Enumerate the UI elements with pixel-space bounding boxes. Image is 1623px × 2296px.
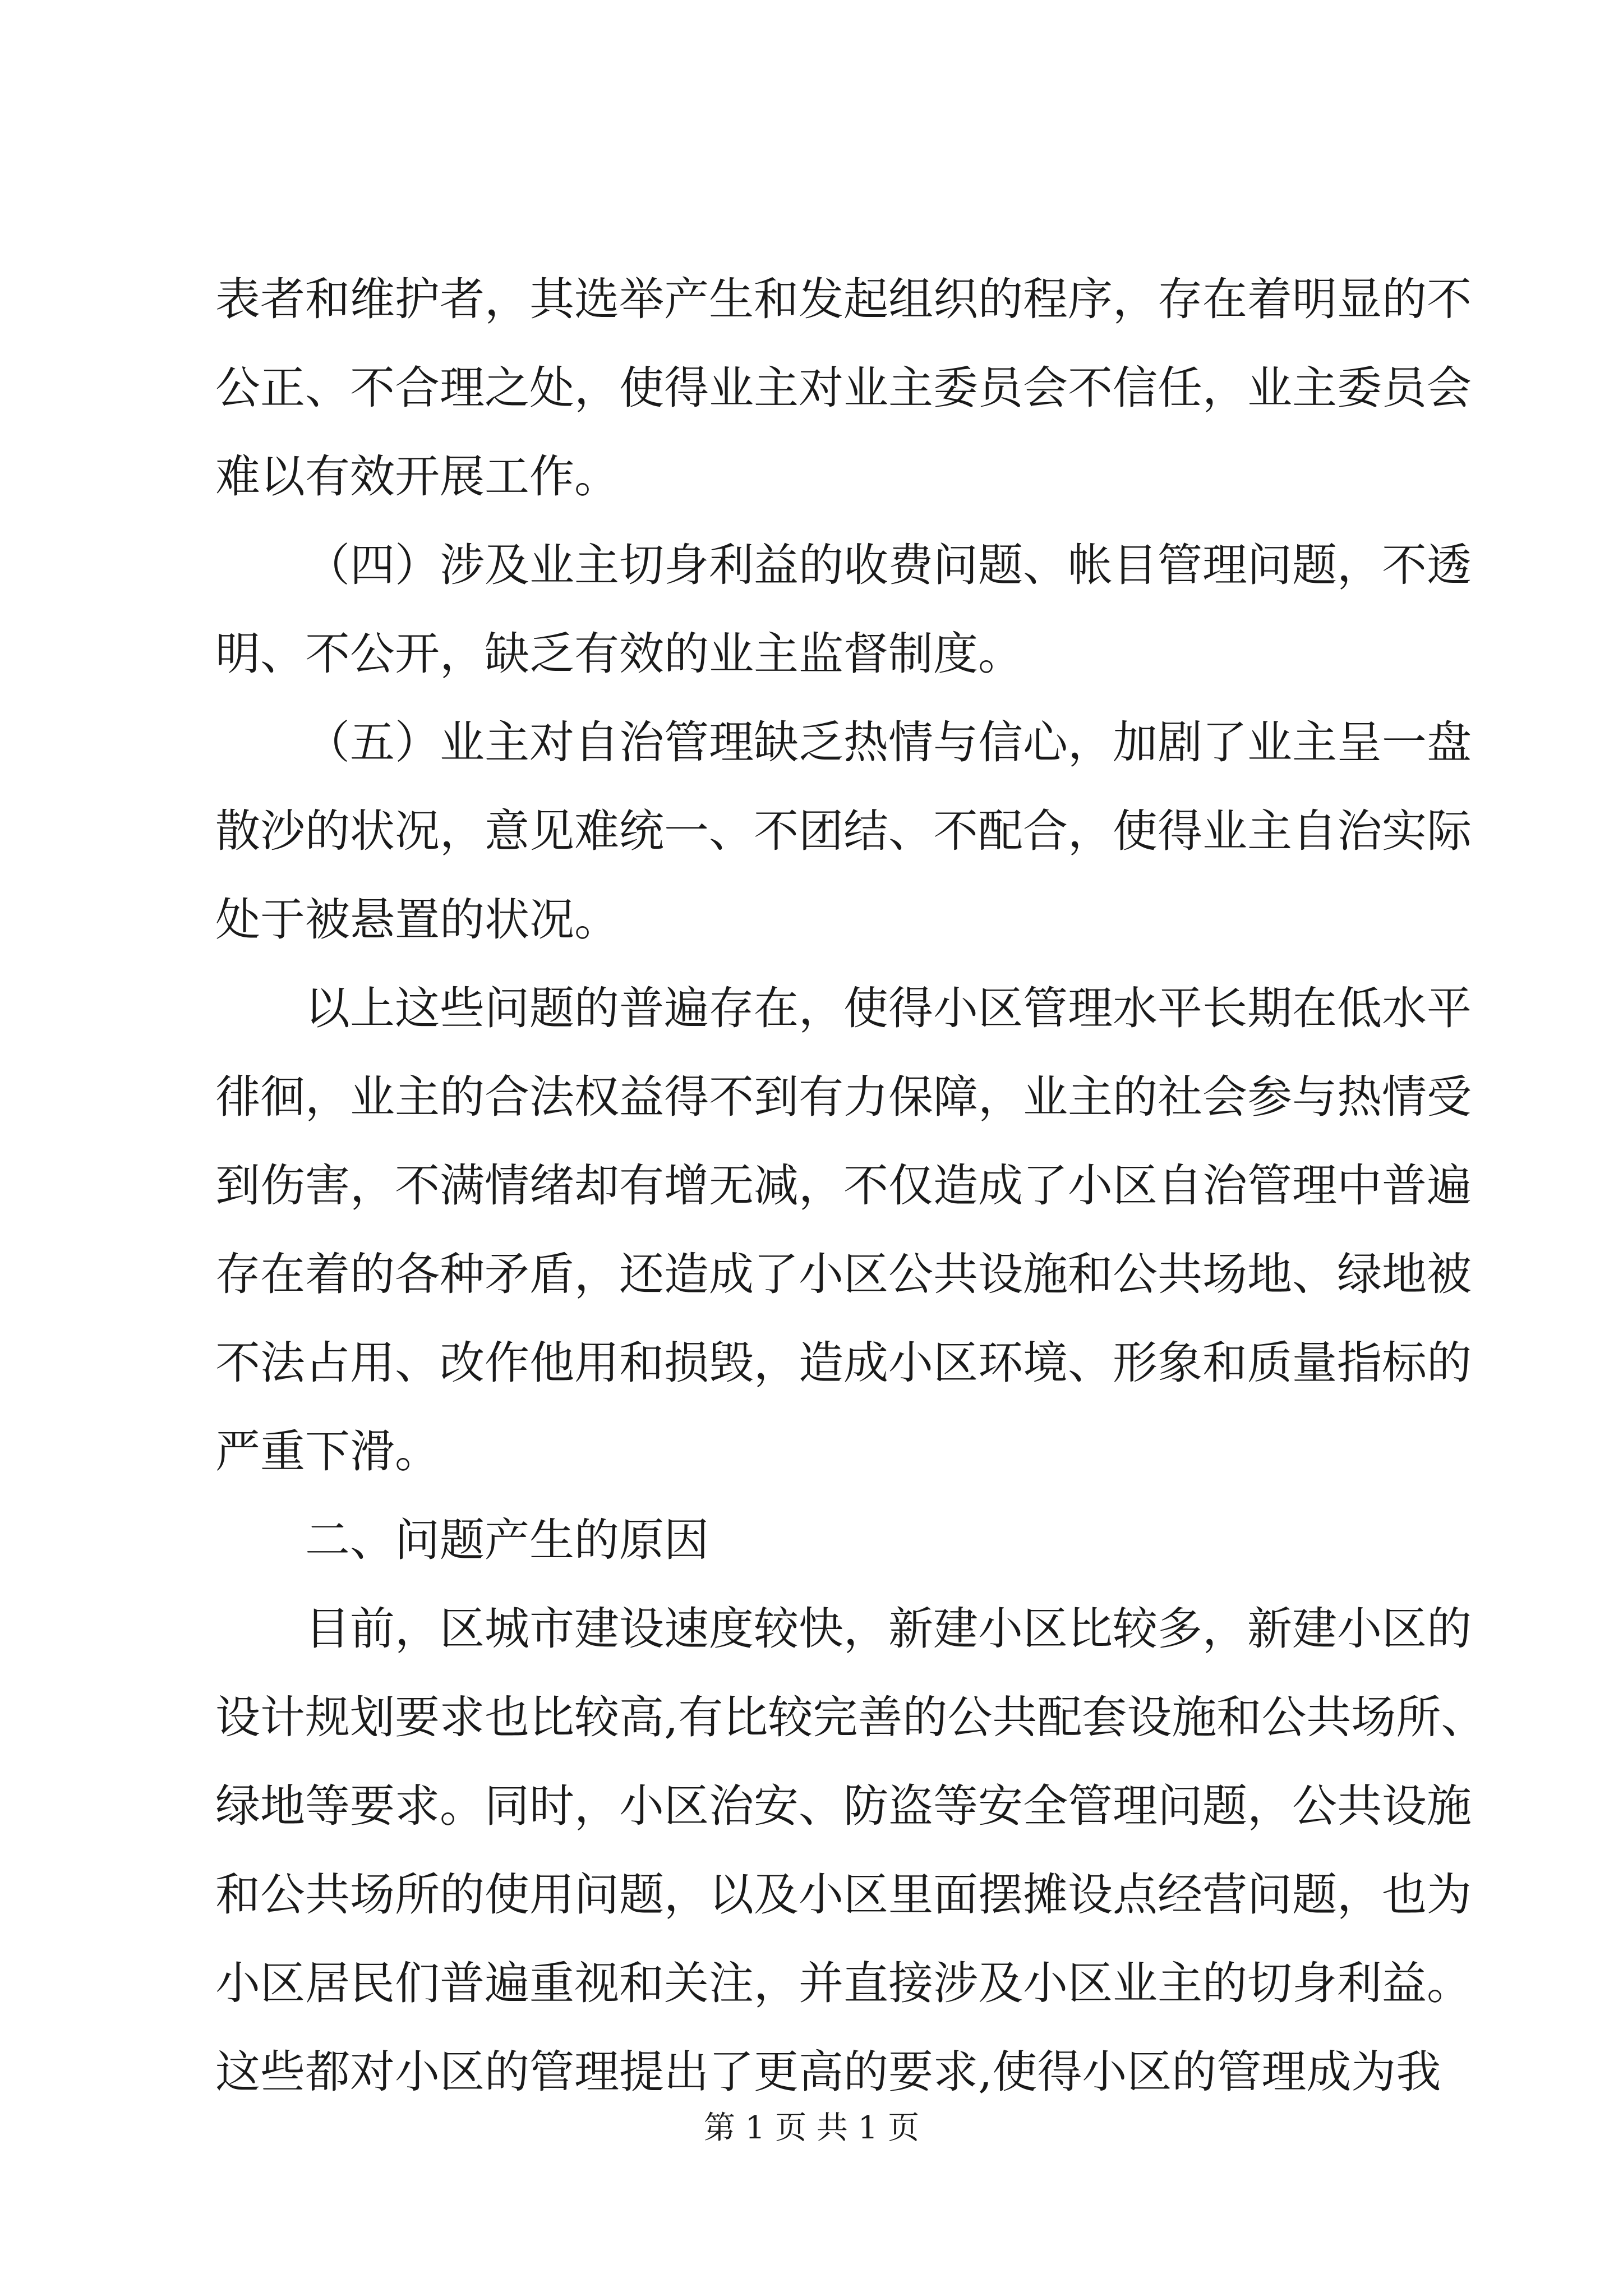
text-line: 处于被悬置的状况。 (215, 894, 619, 946)
text-line: （五）业主对自治管理缺乏热情与信心，加剧了业主呈一盘 (305, 716, 1472, 769)
text-line: （四）涉及业主切身利益的收费问题、帐目管理问题，不透 (305, 539, 1472, 591)
text-line: 公正、不合理之处，使得业主对业主委员会不信任，业主委员会 (215, 362, 1472, 414)
section-heading: 二、问题产生的原因 (305, 1514, 709, 1566)
text-line: 和公共场所的使用问题，以及小区里面摆摊设点经营问题，也为 (215, 1869, 1472, 1921)
text-line: 散沙的状况，意见难统一、不团结、不配合，使得业主自治实际 (215, 805, 1472, 857)
text-line: 到伤害，不满情绪却有增无减，不仅造成了小区自治管理中普遍 (215, 1159, 1472, 1212)
text-line: 不法占用、改作他用和损毁，造成小区环境、形象和质量指标的 (215, 1337, 1472, 1389)
body-text (215, 255, 1486, 2116)
text-line: 明、不公开，缺乏有效的业主监督制度。 (215, 628, 1023, 680)
text-line: 存在着的各种矛盾，还造成了小区公共设施和公共场地、绿地被 (215, 1248, 1472, 1300)
text-line: 以上这些问题的普遍存在，使得小区管理水平长期在低水平 (305, 982, 1472, 1034)
text-line: 这些都对小区的管理提出了更高的要求,使得小区的管理成为我 (215, 2046, 1441, 2098)
text-line: 目前，区城市建设速度较快，新建小区比较多，新建小区的 (305, 1603, 1472, 1655)
text-line: 表者和维护者，其选举产生和发起组织的程序，存在着明显的不 (215, 273, 1472, 325)
text-line: 严重下滑。 (215, 1425, 440, 1478)
text-line: 小区居民们普遍重视和关注，并直接涉及小区业主的切身利益。 (215, 1957, 1472, 2009)
text-line: 徘徊，业主的合法权益得不到有力保障，业主的社会参与热情受 (215, 1071, 1472, 1123)
text-line: 难以有效开展工作。 (215, 450, 619, 503)
page-footer: 第 1 页 共 1 页 (703, 2110, 920, 2146)
text-line: 绿地等要求。同时，小区治安、防盗等安全管理问题，公共设施 (215, 1780, 1472, 1832)
text-line: 设计规划要求也比较高,有比较完善的公共配套设施和公共场所、 (215, 1691, 1486, 1743)
